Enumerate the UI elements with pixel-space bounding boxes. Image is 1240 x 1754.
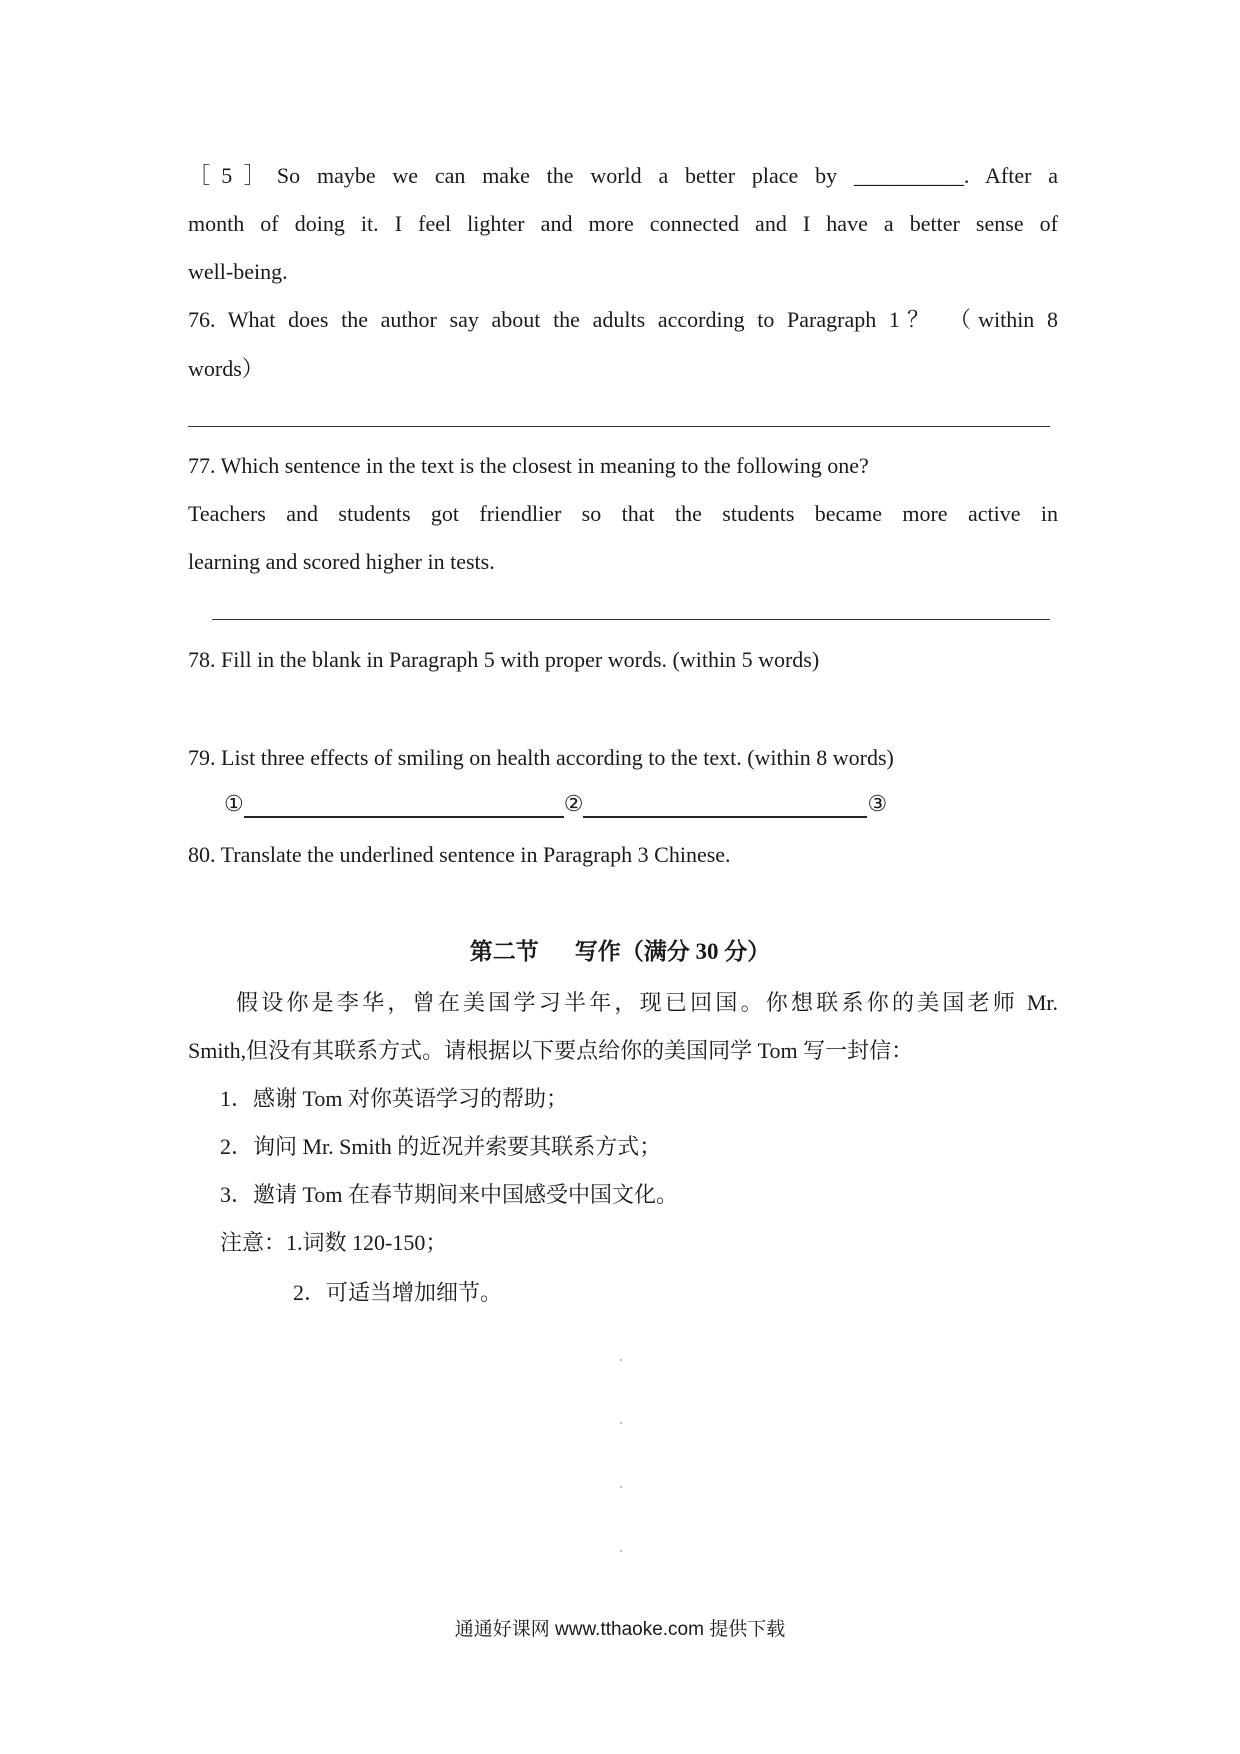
scan-dot	[620, 1486, 622, 1488]
writing-point-1: 1．感谢 Tom 对你英语学习的帮助；	[220, 1086, 569, 1111]
question-76-line-1: 76. What does the author say about the adults according to Paragraph 1？ （within 8	[188, 307, 1058, 332]
scan-dot	[620, 1359, 622, 1361]
writing-point-2: 2．询问 Mr. Smith 的近况并索要其联系方式；	[220, 1134, 662, 1159]
question-76-line-2: words）	[188, 356, 264, 381]
paragraph-5-line-2: month of doing it. I feel lighter and more connected and I have a better sense of	[188, 211, 1058, 236]
paragraph-5-line-1: ［5］So maybe we can make the world a better place by __________. After a	[188, 163, 1058, 188]
marker-2: ②	[563, 791, 584, 816]
answer-line-79-1[interactable]	[244, 794, 564, 818]
section-2-label: 第二节	[469, 939, 539, 964]
section-2-heading: 写作（满分 30 分）	[574, 939, 771, 964]
question-77-line-1: 77. Which sentence in the text is the closest in meaning to the following one?	[188, 453, 869, 478]
marker-3: ③	[867, 791, 888, 816]
answer-line-79-2[interactable]	[583, 794, 867, 818]
marker-1: ①	[224, 791, 244, 816]
writing-point-3: 3．邀请 Tom 在春节期间来中国感受中国文化。	[220, 1182, 679, 1207]
writing-note-1: 注意：1.词数 120-150；	[220, 1230, 448, 1255]
paragraph-5-line-3: well-being.	[188, 259, 288, 284]
scan-dot	[620, 1422, 622, 1424]
question-78: 78. Fill in the blank in Paragraph 5 with proper words. (within 5 words)	[188, 647, 820, 672]
answer-line-77[interactable]	[212, 619, 1050, 620]
footer-source: 通通好课网 www.tthaoke.com 提供下载	[454, 1619, 786, 1640]
writing-intro-line-2: Smith,但没有其联系方式。请根据以下要点给你的美国同学 Tom 写一封信：	[188, 1038, 914, 1063]
question-77-line-3: learning and scored higher in tests.	[188, 549, 495, 574]
answer-line-76[interactable]	[188, 426, 1050, 427]
question-79-answer-row	[224, 790, 1094, 818]
writing-note-2: 2．可适当增加细节。	[293, 1280, 503, 1305]
scan-dot	[620, 1550, 622, 1552]
question-77-line-2: Teachers and students got friendlier so that the students became more active in	[188, 501, 1058, 526]
writing-intro-line-1: 假设你是李华，曾在美国学习半年，现已回国。你想联系你的美国老师 Mr.	[236, 990, 1058, 1015]
question-80: 80. Translate the underlined sentence in Paragraph 3 Chinese.	[188, 842, 731, 867]
question-79: 79. List three effects of smiling on health according to the text. (within 8 words)	[188, 745, 894, 770]
section-2-title	[0, 937, 1240, 967]
